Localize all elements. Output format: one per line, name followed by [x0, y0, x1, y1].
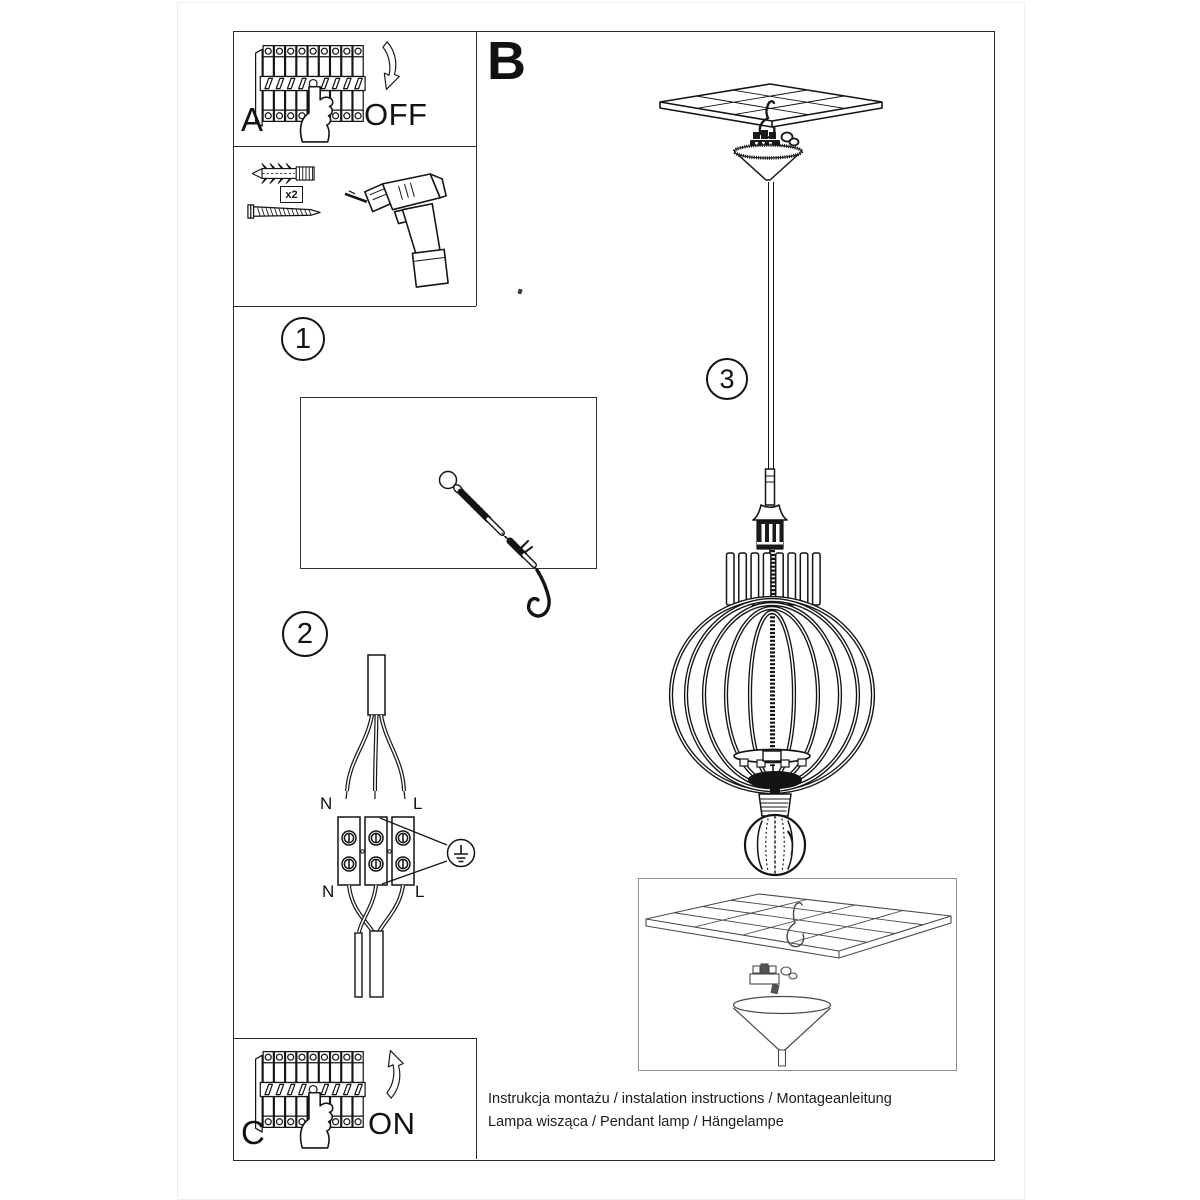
wiring-terminal-block-illustration	[315, 648, 490, 1008]
ceiling-mounting-detail-illustration	[639, 879, 954, 1068]
detail-cord-grip	[750, 964, 797, 994]
quantity-badge: x2	[280, 186, 303, 203]
hole-screw-plug-hook-illustration	[420, 458, 590, 638]
step-2-number: 2	[296, 617, 314, 650]
arrow-down-icon	[368, 38, 402, 96]
label-live-top: L	[413, 794, 423, 813]
circuit-breaker-panel-on-illustration	[250, 1044, 381, 1149]
divider-a-tools	[233, 146, 476, 147]
ceiling-panel-hook-canopy-illustration	[640, 75, 890, 187]
label-live-bottom: L	[415, 882, 425, 901]
cage-shade-illustration	[662, 548, 884, 800]
circuit-breaker-panel-off-illustration	[250, 38, 381, 143]
mounting-screw-icon	[246, 199, 322, 224]
pendant-cable	[768, 182, 774, 469]
canopy-cone-illustration	[735, 145, 802, 180]
output-wires-illustration	[349, 885, 403, 997]
switch-state-off: OFF	[364, 97, 428, 132]
drill-icon	[339, 172, 463, 291]
step-3-number: 3	[719, 363, 735, 394]
divider-tools-main	[233, 306, 476, 307]
footer-title-line: Instrukcja montażu / instalation instructions / Montageanleitung	[488, 1091, 892, 1107]
decorative-bulb-illustration	[728, 764, 822, 878]
divider-left-column	[476, 31, 477, 306]
step-1-badge	[281, 317, 325, 361]
wall-plug-icon	[249, 161, 319, 186]
section-b-label: B	[487, 31, 526, 91]
ceiling-panel-illustration	[660, 84, 882, 127]
section-c-label: C	[241, 1114, 266, 1151]
divider-c-footer	[476, 1038, 477, 1159]
footer-product-line: Lampa wisząca / Pendant lamp / Hängelampe	[488, 1114, 784, 1130]
step-1-number: 1	[294, 322, 312, 355]
mains-cable-illustration	[346, 655, 405, 799]
switch-state-on: ON	[368, 1106, 416, 1141]
divider-c-top	[233, 1038, 476, 1039]
section-a-label: A	[241, 101, 264, 138]
arrow-up-icon	[372, 1044, 406, 1102]
label-neutral-top: N	[320, 794, 333, 813]
step-3-badge	[706, 358, 748, 400]
label-neutral-bottom: N	[322, 882, 335, 901]
detail-canopy-cone	[734, 997, 831, 1067]
